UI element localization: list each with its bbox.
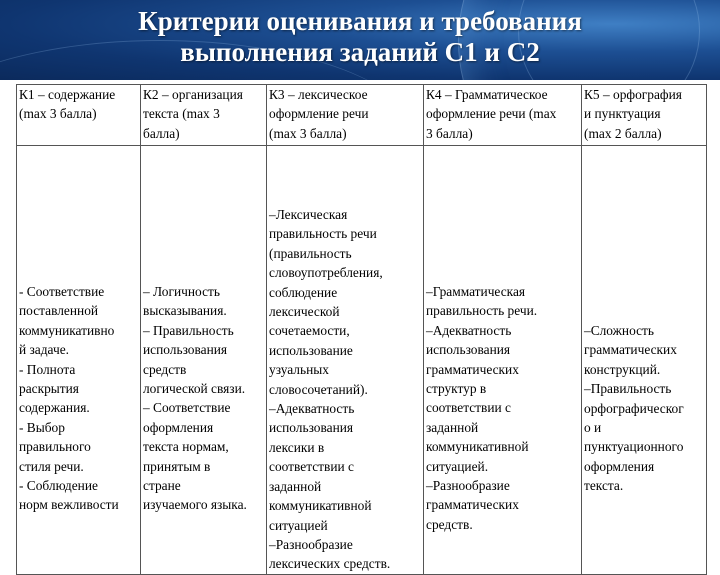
text-line: словосочетаний). [269,381,368,397]
text-line: использования [143,342,228,358]
text-line: заданной [269,478,322,494]
criteria-body-row [17,146,707,575]
k1-requirements-text [19,146,140,515]
text-line: оформления [143,419,214,435]
text-line: коммуникативно [19,322,115,338]
slide-title-line-2: выполнения заданий С1 и С2 [180,37,540,67]
text-line: коммуникативной [426,439,529,455]
k2-header-text [143,85,266,143]
title-banner [0,0,720,80]
k2-requirements-text [143,146,266,515]
text-line: норм вежливости [19,497,119,513]
text-line: правильного [19,439,91,455]
criteria-header-row [17,85,707,146]
text-line: ситуацией [269,517,328,533]
text-line: принятым в [143,458,211,474]
text-line: –Правильность [584,381,672,397]
text-line: о и [584,420,602,436]
text-line: коммуникативной [269,498,372,514]
text-line: текста (max 3 [143,106,220,122]
text-line: узуальных [269,362,329,378]
text-line: использование [269,342,353,358]
text-line: логической связи. [143,381,246,397]
text-line: соответствии с [269,459,354,475]
k3-requirements [267,146,424,575]
k5-header [582,85,707,146]
text-line: высказывания. [143,303,227,319]
text-line: поставленной [19,303,99,319]
slide-title-line-1: Критерии оценивания и требования [138,6,582,36]
text-line: стране [143,478,181,494]
text-line: (max 3 балла) [269,125,347,141]
text-line: правильность речи [269,226,377,242]
slide-title [0,6,720,68]
text-line: (max 2 балла) [584,125,662,141]
text-line: заданной [426,419,479,435]
text-line: –Сложность [584,323,655,338]
text-line: й задаче. [19,342,69,358]
text-line: (max 3 балла) [19,106,97,122]
text-line: –Адекватность [426,322,512,338]
criteria-table [16,84,707,575]
text-line: раскрытия [19,381,79,397]
text-line: – Правильность [143,322,234,338]
text-line: лексики в [269,439,325,455]
text-line: К5 – орфография [584,87,682,102]
text-line: К3 – лексическое [269,87,368,102]
text-line: использования [269,420,354,436]
k5-header-text [584,85,706,143]
k2-header [141,85,267,146]
text-line: –Разнообразие [269,536,353,552]
text-line: соблюдение [269,284,338,300]
k5-requirements [582,146,707,575]
text-line: К4 – Грамматическое [426,87,548,102]
text-line: лексической [269,304,340,320]
text-line: средств [143,361,187,377]
text-line: –Лексическая [269,207,348,222]
text-line: стиля речи. [19,458,84,474]
text-line: текста нормам, [143,439,229,455]
text-line: (правильность [269,245,352,261]
text-line: - Полнота [19,361,76,377]
text-line: - Выбор [19,419,65,435]
text-line: содержания. [19,400,90,416]
text-line: лексических средств. [269,556,391,572]
k1-header-text [19,85,140,124]
text-line: К1 – содержание [19,87,116,102]
k3-header-text [269,85,423,143]
k3-header [267,85,424,146]
text-line: конструкций. [584,361,661,377]
text-line: оформление речи (max [426,106,557,122]
text-line: – Соответствие [143,400,231,416]
k4-requirements [424,146,582,575]
text-line: использования [426,342,511,358]
text-line: ситуацией. [426,458,489,474]
text-line: –Разнообразие [426,478,510,494]
text-line: 3 балла) [426,125,473,141]
text-line: оформление речи [269,106,369,122]
text-line: текста. [584,478,624,494]
k4-header [424,85,582,146]
text-line: средств. [426,516,473,532]
text-line: словоупотребления, [269,265,383,281]
text-line: правильность речи. [426,303,538,319]
text-line: грамматических [584,342,677,358]
k1-header [17,85,141,146]
text-line: - Соблюдение [19,478,98,494]
text-line: соответствии с [426,400,511,416]
text-line: грамматических [426,497,519,513]
k5-requirements-text [584,146,706,496]
text-line: пунктуационного [584,439,684,455]
k2-requirements [141,146,267,575]
text-line: орфографическог [584,400,684,416]
text-line: оформления [584,458,655,474]
k4-requirements-text [426,146,581,534]
text-line: балла) [143,125,180,141]
text-line: К2 – организация [143,87,243,102]
text-line: и пунктуация [584,106,661,122]
k4-header-text [426,85,581,143]
text-line: – Логичность [143,284,220,299]
text-line: - Соответствие [19,284,105,299]
text-line: –Грамматическая [426,284,526,299]
text-line: структур в [426,381,487,397]
k3-requirements-text [269,146,423,574]
text-line: –Адекватность [269,401,355,417]
text-line: изучаемого языка. [143,497,247,513]
k1-requirements [17,146,141,575]
text-line: грамматических [426,361,519,377]
text-line: сочетаемости, [269,323,350,339]
